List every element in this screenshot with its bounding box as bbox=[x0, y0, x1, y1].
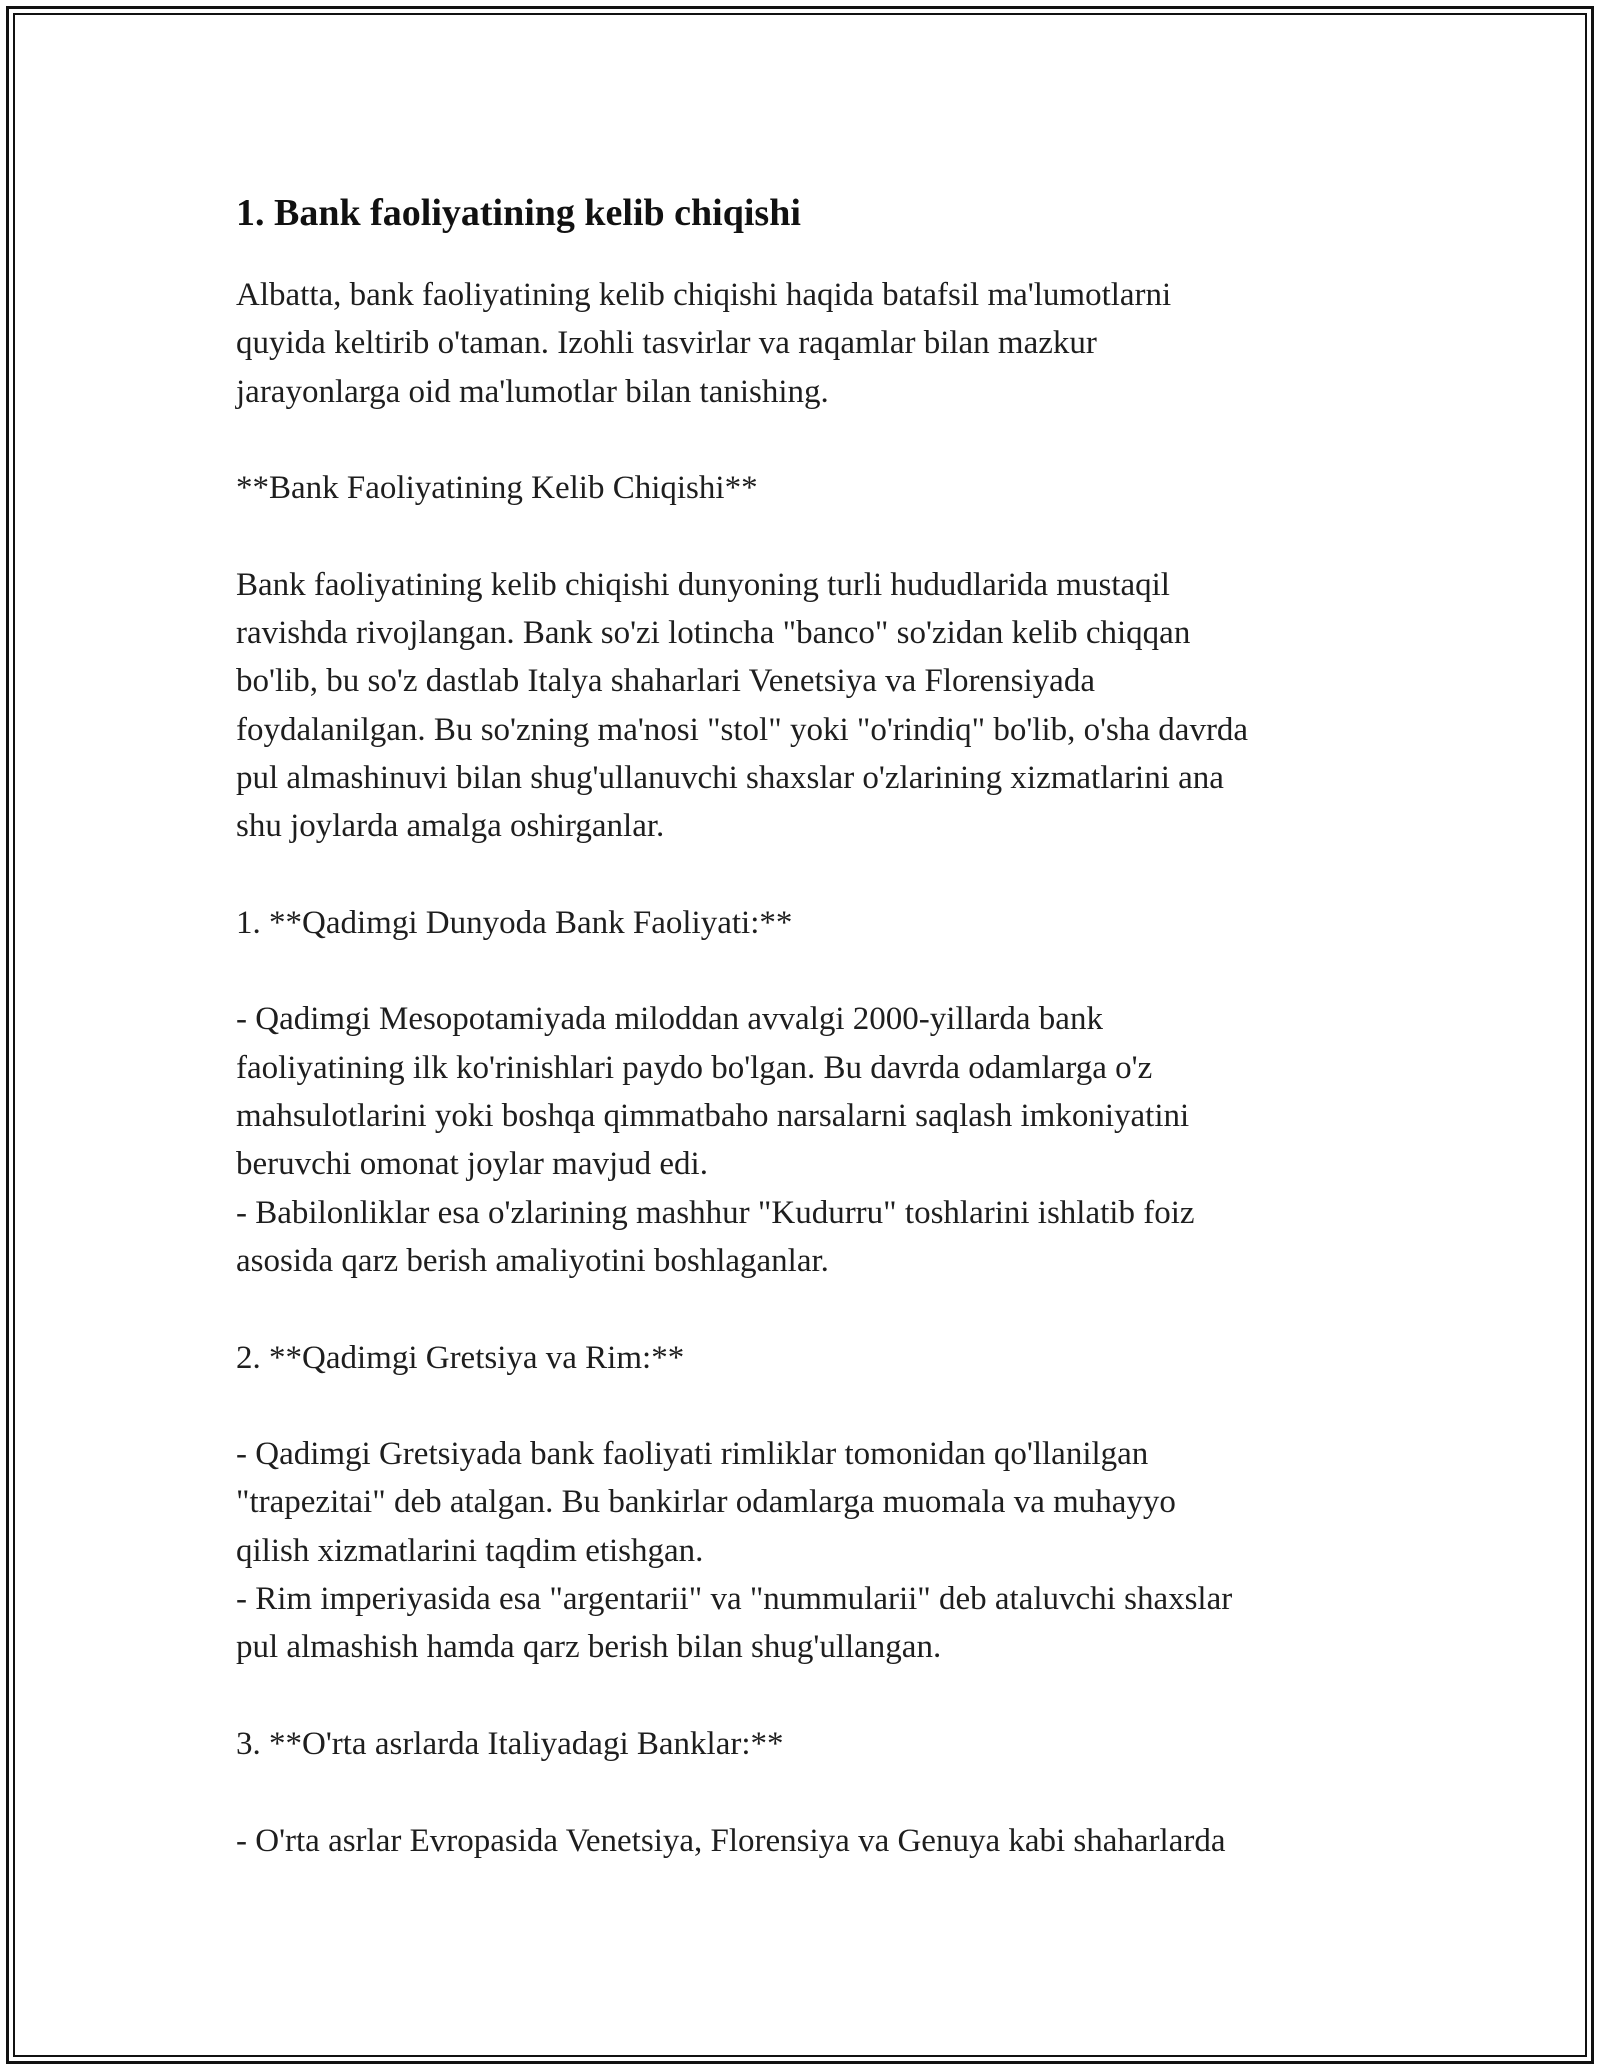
paragraph-gap bbox=[236, 416, 1376, 464]
section-title-medieval-italy: 3. **O'rta asrlarda Italiyadagi Banklar:** bbox=[236, 1725, 784, 1762]
section-title-ancient-world: 1. **Qadimgi Dunyoda Bank Faoliyati:** bbox=[236, 904, 793, 941]
greece-rome-bullets: - Qadimgi Gretsiyada bank faoliyati rimliklar tomonidan qo'llanilgan "trapezitai" deb atalgan. Bu bankirlar odamlarga muomala va muhayyo qilish xizmatlarini taqdim etishgan. - Rim imperiyasida esa "argentarii" va "nummularii" deb ataluvchi shaxslar pul almashish hamda qarz berish bilan shug'ullangan. bbox=[236, 1436, 1233, 1666]
paragraph-gap bbox=[236, 1285, 1376, 1333]
origin-paragraph: Bank faoliyatining kelib chiqishi dunyoning turli hududlarida mustaqil ravishda rivojlangan. Bank so'zi lotincha "banco" so'zidan kelib chiqqan bo'lib, bu so'z dastlab Italya shaharlari Venetsiya va Florensiyada foydalanilgan. Bu so'zning ma'nosi "stol" yoki "o'rindiq" bo'lib, o'sha davrda pul almashinuvi bilan shug'ullanuvchi shaxslar o'zlarining xizmatlarini ana shu joylarda amalga oshirganlar. bbox=[236, 566, 1249, 845]
section-title-greece-rome: 2. **Qadimgi Gretsiya va Rim:** bbox=[236, 1339, 685, 1376]
paragraph-gap bbox=[236, 851, 1376, 899]
paragraph-gap bbox=[236, 1672, 1376, 1720]
medieval-italy-bullets: - O'rta asrlar Evropasida Venetsiya, Florensiya va Genuya kabi shaharlarda bbox=[236, 1822, 1226, 1859]
document-body bbox=[236, 185, 1376, 1865]
paragraph-gap bbox=[236, 512, 1376, 560]
page-title: 1. Bank faoliyatining kelib chiqishi bbox=[236, 192, 801, 234]
section-title-origin: **Bank Faoliyatining Kelib Chiqishi** bbox=[236, 470, 758, 507]
paragraph-gap bbox=[236, 1382, 1376, 1430]
paragraph-gap bbox=[236, 1768, 1376, 1816]
ancient-world-bullets: - Qadimgi Mesopotamiyada miloddan avvalgi 2000-yillarda bank faoliyatining ilk ko'rinishlari paydo bo'lgan. Bu davrda odamlarga o'z mahsulotlarini yoki boshqa qimmatbaho narsalarni saqlash imkoniyatini beruvchi omonat joylar mavjud edi. - Babilonliklar esa o'zlarining mashhur "Kudurru" toshlarini ishlatib foiz asosida qarz berish amaliyotini boshlaganlar. bbox=[236, 1001, 1195, 1279]
paragraph-gap bbox=[236, 947, 1376, 995]
intro-paragraph: Albatta, bank faoliyatining kelib chiqishi haqida batafsil ma'lumotlarni quyida keltirib o'taman. Izohli tasvirlar va raqamlar bilan mazkur jarayonlarga oid ma'lumotlar bilan tanishing. bbox=[236, 277, 1172, 410]
